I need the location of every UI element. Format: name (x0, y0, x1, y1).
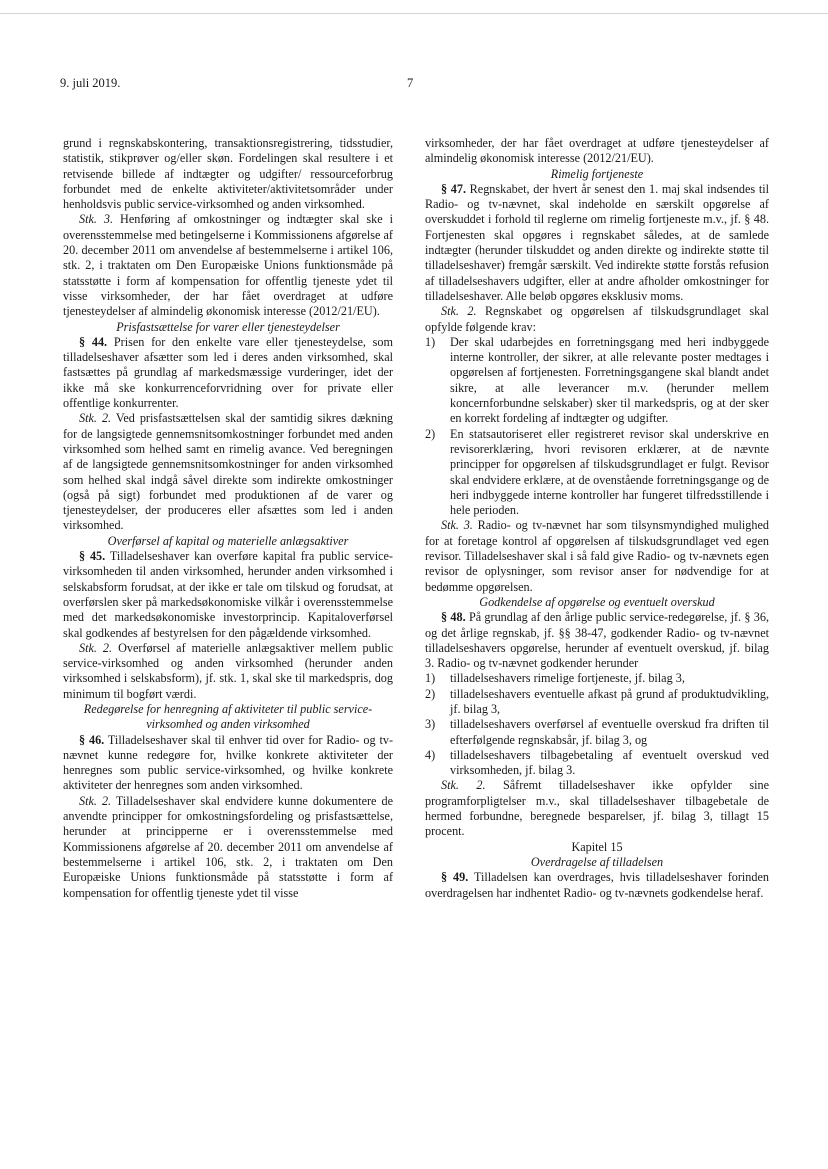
list-item (425, 427, 769, 519)
section-49 (425, 870, 769, 901)
page-number: 7 (407, 76, 414, 90)
list-text: Der skal udarbejdes en forretningsgang med heri indbyggede interne kontroller, der sikrer, at alle relevante poster medtages i opgørelsen af fortjenesten. Forretningsgangene skal blandt andet sikre, at alle leverancer m.v. (herunder mellem koncernforbundne selskaber) sker til markedspris, og at der sker en korrekt fordeling af indtægter og udgifter. (450, 334, 769, 426)
stk-label: Stk. 3. (441, 518, 473, 533)
section-48 (425, 610, 769, 671)
section-label: § 44. (79, 334, 108, 349)
section-text: På grundlag af den årlige public service-redegørelse, jf. § 36, og det årlige regnskab, jf. §§ 38-47, godkender Radio- og tv-nævnet tilladelseshavers opgørelse, herunder af eventuelt overskud, jf. bilag 3. Radio- og tv-nævnet godkender herunder (425, 610, 770, 671)
list-number: 4) (425, 747, 436, 762)
heading-prisfastsaettelse: Prisfastsættelse for varer eller tjenesteydelser (116, 319, 340, 334)
list-number: 1) (425, 334, 436, 349)
section-text: Prisen for den enkelte vare eller tjenesteydelse, som tilladelseshaver afsætter som led i deres anden virksomhed, skal fastsættes på grundlag af markedsmæssige vurderinger, idet der ikke må ske konkurrenceforvridning over for private eller offentlige konkurrenter. (63, 334, 393, 411)
section-label: § 48. (441, 610, 466, 625)
stk-label: Stk. 3. (79, 212, 114, 227)
chapter-title: Overdragelse af tilladelsen (530, 854, 664, 869)
stk-label: Stk. 2. (441, 778, 486, 793)
heading-godkendelse: Godkendelse af opgørelse og eventuelt overskud (479, 594, 715, 609)
list-text: tilladelseshavers rimelige fortjeneste, jf. bilag 3, (450, 671, 685, 686)
stk-label: Stk. 2. (79, 411, 112, 426)
heading-overfoersel: Overførsel af kapital og materielle anlægsaktiver (107, 533, 349, 548)
section-text: Regnskabet, der hvert år senest den 1. maj skal indsendes til Radio- og tv-nævnet, skal indeholde en særskilt opgørelse af overskuddet i forhold til reglerne om rimelig fortjeneste m.v., jf. § 48. Fortjenesten skal opgøres i regnskabet således, at de samlede indtægter (herunder tilskuddet og anden direkte og indirekte støtte til tilladelseshaver) fremgår særskilt. Ved indirekte støtte forstås refusion af tilladelseshavers udgifter, eller at andre afholder omkostninger for tilladelseshaver. Alle beløb opgøres eksklusiv moms. (425, 181, 769, 303)
stk-text: Henføring af omkostninger og indtægter skal ske i overensstemmelse med betingelserne i Kommissionens afgørelse af 20. december 2011 om anvendelse af bestemmelserne i artikel 106, stk. 2, i traktaten om Den Europæiske Unions funktionsmåde på statsstøtte i form af kompensation for offentlig tjeneste ydet til visse virksomheder, der har fået overdraget at udføre tjenesteydelser af almindelig økonomisk interesse (2012/21/EU). (63, 212, 393, 319)
list-item (425, 748, 769, 779)
section-47-stk2 (425, 304, 769, 335)
list-number: 1) (425, 671, 436, 686)
section-46 (63, 733, 393, 794)
heading-rimelig-fortjeneste: Rimelig fortjeneste (550, 166, 644, 181)
stk-label: Stk. 2. (441, 304, 477, 319)
list-number: 2) (425, 426, 436, 441)
section-44 (63, 335, 393, 411)
header-date: 9. juli 2019. (60, 76, 121, 90)
section-47 (425, 182, 769, 304)
section-45 (63, 549, 393, 641)
stk-text: Tilladelseshaver skal endvidere kunne dokumentere de anvendte principper for omkostningsfordeling og prisfastsættelse, herunder at principperne er i overensstemmelse med Kommissionens afgørelse af 20. december 2011 om anvendelse af bestemmelserne i artikel 106, stk. 2, i traktaten om Den Europæiske Unions funktionsmåde på statsstøtte i form af kompensation for offentlig tjeneste ydet til visse (63, 793, 393, 900)
left-column (63, 136, 393, 901)
heading-redegoerelse (63, 702, 393, 733)
paragraph-continuation: grund i regnskabskontering, transaktionsregistrering, tidsstudier, statistik, stikprøver og/eller skøn. Fordelingen skal resultere i et retvisende billede af indtægter og udgifter/ ressourceforbrug forbundet med de enkelte aktiviteter/aktivitetsområder under henholdsvis public service-virksomhed og anden virksomhed. (63, 136, 393, 212)
stk-label: Stk. 2. (79, 640, 113, 655)
stk-text: Overførsel af materielle anlægsaktiver mellem public service-virksomhed og anden virksomhed (herunder anden virksomhed i selskabsform), jf. stk. 1, skal ske til markedspris, dog minimum til bogført værdi. (63, 640, 394, 701)
list-text: tilladelseshavers overførsel af eventuelle overskud fra driften til efterfølgende regnskabsår, jf. bilag 3, og (450, 717, 769, 747)
list-number: 3) (425, 717, 436, 732)
section-44-stk2 (63, 411, 393, 533)
section-label: § 47. (441, 181, 466, 196)
heading-line: virksomhed og anden virksomhed (146, 717, 310, 732)
section-text: Tilladelseshaver kan overføre kapital fra public service-virksomheden til anden virksomhed, herunder anden virksomhed i selskabsform forudsat, at der ikke er tale om tilskud og forudsat, at overførslen sker på markedsøkonomiske vilkår i overensstemmelse med det markedsøkonomiske investorprincip. Kapitaloverførsel skal godkendes af bestyrelsen for den pågældende virksomhed. (63, 549, 393, 640)
list-item (425, 335, 769, 427)
stk-text: Radio- og tv-nævnet har som tilsynsmyndighed mulighed for at foretage kontrol af opgørelsen af tilskudsgrundlaget ved egen revisor. Tilladelseshaver skal i så fald give Radio- og tv-nævnets egen revisor de oplysninger, som revisor anser for nødvendige for at bedømme opgørelsen. (425, 518, 770, 594)
right-column (425, 136, 769, 901)
heading-line: Redegørelse for henregning af aktiviteter til public service- (83, 701, 373, 716)
section-label: § 49. (441, 870, 469, 885)
list-item (425, 671, 769, 686)
stk3-paragraph (63, 212, 393, 319)
stk-text: Såfremt tilladelseshaver ikke opfylder sine programforpligtelser m.v., skal tilladelseshaver tilbagebetale de hermed forbundne, beregnede besparelser, jf. bilag 3, tillagt 15 procent. (425, 778, 769, 839)
list-text: tilladelseshavers eventuelle afkast på grund af produktudvikling, jf. bilag 3, (450, 686, 769, 716)
stk-label: Stk. 2. (79, 793, 112, 808)
section-47-stk3 (425, 518, 769, 594)
section-48-stk2 (425, 778, 769, 839)
chapter-label: Kapitel 15 (571, 839, 623, 854)
top-border (0, 13, 828, 14)
list-number: 2) (425, 686, 436, 701)
list-text: tilladelseshavers tilbagebetaling af eventuelt overskud ved virksomheden, jf. bilag 3. (450, 747, 769, 778)
section-46-stk2 (63, 794, 393, 901)
list-item (425, 687, 769, 718)
stk-text: Ved prisfastsættelsen skal der samtidig sikres dækning for de langsigtede gennemsnitsomkostninger forbundet med anden virksomhed som helhed samt en rimelig avance. Ved beregningen af de langsigtede gennemsnitsomkostninger for anden virksomhed som helhed skal indgå såvel direkte som indirekte omkostninger (også på sigt) forbundet med produktionen af de varer og tjenesteydelser, der produceres eller afsættes som led i anden virksomhed. (63, 411, 394, 533)
stk-text: Regnskabet og opgørelsen af tilskudsgrundlaget skal opfylde følgende krav: (425, 304, 769, 334)
list-item (425, 717, 769, 748)
section-text: Tilladelsen kan overdrages, hvis tilladelseshaver forinden overdragelsen har indhentet Radio- og tv-nævnets godkendelse heraf. (425, 870, 769, 900)
section-label: § 46. (79, 732, 105, 747)
section-45-stk2 (63, 641, 393, 702)
section-label: § 45. (79, 549, 106, 564)
list-text: En statsautoriseret eller registreret revisor skal underskrive en revisorerklæring, hvori revisoren erklærer, at de nævnte principper for opgørelsen af tilskudsgrundlaget er fulgt. Revisor skal endvidere erklære, at de ovenstående forretningsgange og de heri indbyggede interne kontroller har fungeret tilfredsstillende i hele perioden. (450, 426, 769, 518)
section-text: Tilladelseshaver skal til enhver tid over for Radio- og tv-nævnet kunne redegøre for, hvilke konkrete aktiviteter der henregnes som public service-virksomhed, og hvilke konkrete aktiviteter der henregnes som anden virksomhed. (63, 732, 394, 793)
paragraph-continuation: virksomheder, der har fået overdraget at udføre tjenesteydelser af almindelig økonomisk interesse (2012/21/EU). (425, 136, 769, 166)
